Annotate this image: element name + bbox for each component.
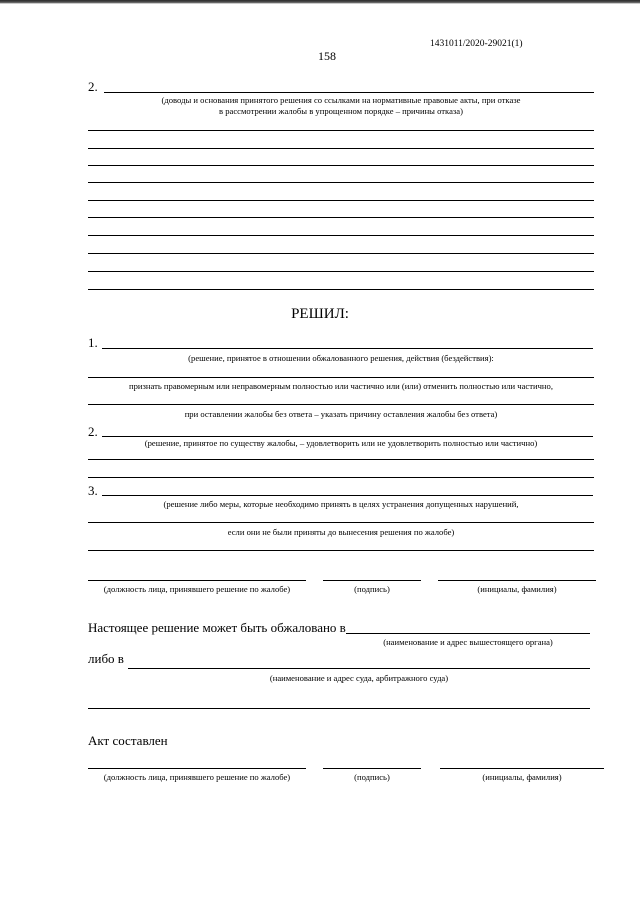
appeal-caption-1: (наименование и адрес вышестоящего органа) <box>383 637 553 647</box>
scan-edge <box>0 0 640 4</box>
decision-3-caption-2: если они не были приняты до вынесения решения по жалобе) <box>227 527 455 537</box>
decision-3-line-2[interactable] <box>88 522 594 523</box>
reasons-line-4[interactable] <box>88 182 594 183</box>
reasons-line-3[interactable] <box>88 165 594 166</box>
decision-1-line-3[interactable] <box>88 404 594 405</box>
reasons-line-6[interactable] <box>88 217 594 218</box>
appeal-caption-2: (наименование и адрес суда, арбитражного суда) <box>269 673 449 683</box>
decision-3-caption-1: (решение либо меры, которые необходимо принять в целях устранения допущенных нарушений, <box>163 499 519 509</box>
page-number: 158 <box>318 49 336 63</box>
decision-3-number: 3. <box>88 483 98 498</box>
reasons-line-8[interactable] <box>88 253 594 254</box>
decision-3-entry-line[interactable] <box>102 495 593 496</box>
reasons-line-9[interactable] <box>88 271 594 272</box>
act-name-line[interactable] <box>440 768 604 769</box>
signature-1-signature-caption: (подпись) <box>354 584 390 594</box>
reasons-line-10[interactable] <box>88 289 594 290</box>
signature-1-name-line[interactable] <box>438 580 596 581</box>
reasons-line-5[interactable] <box>88 200 594 201</box>
reasons-line-2[interactable] <box>88 148 594 149</box>
decision-2-caption: (решение, принятое по существу жалобы, – удовлетворить или не удовлетворить полностью или частично) <box>144 438 538 448</box>
act-position-caption: (должность лица, принявшего решение по жалобе) <box>103 772 291 782</box>
reasons-line-7[interactable] <box>88 235 594 236</box>
act-signature-line[interactable] <box>323 768 421 769</box>
appeal-or-text: либо в <box>88 651 124 666</box>
decision-2-line-2[interactable] <box>88 459 594 460</box>
decision-1-caption-2: признать правомерным или неправомерным полностью или частично или (или) отменить полностью или частично, <box>129 381 553 391</box>
act-signature-caption: (подпись) <box>354 772 390 782</box>
decided-heading: РЕШИЛ: <box>291 306 349 322</box>
decision-1-line-2[interactable] <box>88 377 594 378</box>
section-2-caption-1: (доводы и основания принятого решения со ссылками на нормативные правовые акты, при отказе <box>161 95 521 105</box>
appeal-body-line[interactable] <box>346 633 590 634</box>
act-text: Акт составлен <box>88 733 168 748</box>
signature-1-signature-line[interactable] <box>323 580 421 581</box>
appeal-extra-line[interactable] <box>88 708 590 709</box>
act-name-caption: (инициалы, фамилия) <box>482 772 562 782</box>
decision-2-number: 2. <box>88 424 98 439</box>
section-2-entry-line[interactable] <box>104 92 594 93</box>
reasons-line-1[interactable] <box>88 130 594 131</box>
decision-1-entry-line[interactable] <box>102 348 593 349</box>
decision-1-caption-1: (решение, принятое в отношении обжалованного решения, действия (бездействия): <box>188 353 494 363</box>
decision-1-caption-3: при оставлении жалобы без ответа – указать причину оставления жалобы без ответа) <box>184 409 498 419</box>
act-position-line[interactable] <box>88 768 306 769</box>
document-id: 1431011/2020-29021(1) <box>430 39 523 49</box>
decision-1-number: 1. <box>88 335 98 350</box>
appeal-court-line[interactable] <box>128 668 590 669</box>
decision-2-line-3[interactable] <box>88 477 594 478</box>
signature-1-position-caption: (должность лица, принявшего решение по жалобе) <box>103 584 291 594</box>
section-2-number: 2. <box>88 79 98 94</box>
appeal-text: Настоящее решение может быть обжаловано в <box>88 620 346 635</box>
signature-1-position-line[interactable] <box>88 580 306 581</box>
signature-1-name-caption: (инициалы, фамилия) <box>477 584 557 594</box>
section-2-caption-2: в рассмотрении жалобы в упрощенном порядке – причины отказа) <box>219 106 463 116</box>
decision-3-line-3[interactable] <box>88 550 594 551</box>
